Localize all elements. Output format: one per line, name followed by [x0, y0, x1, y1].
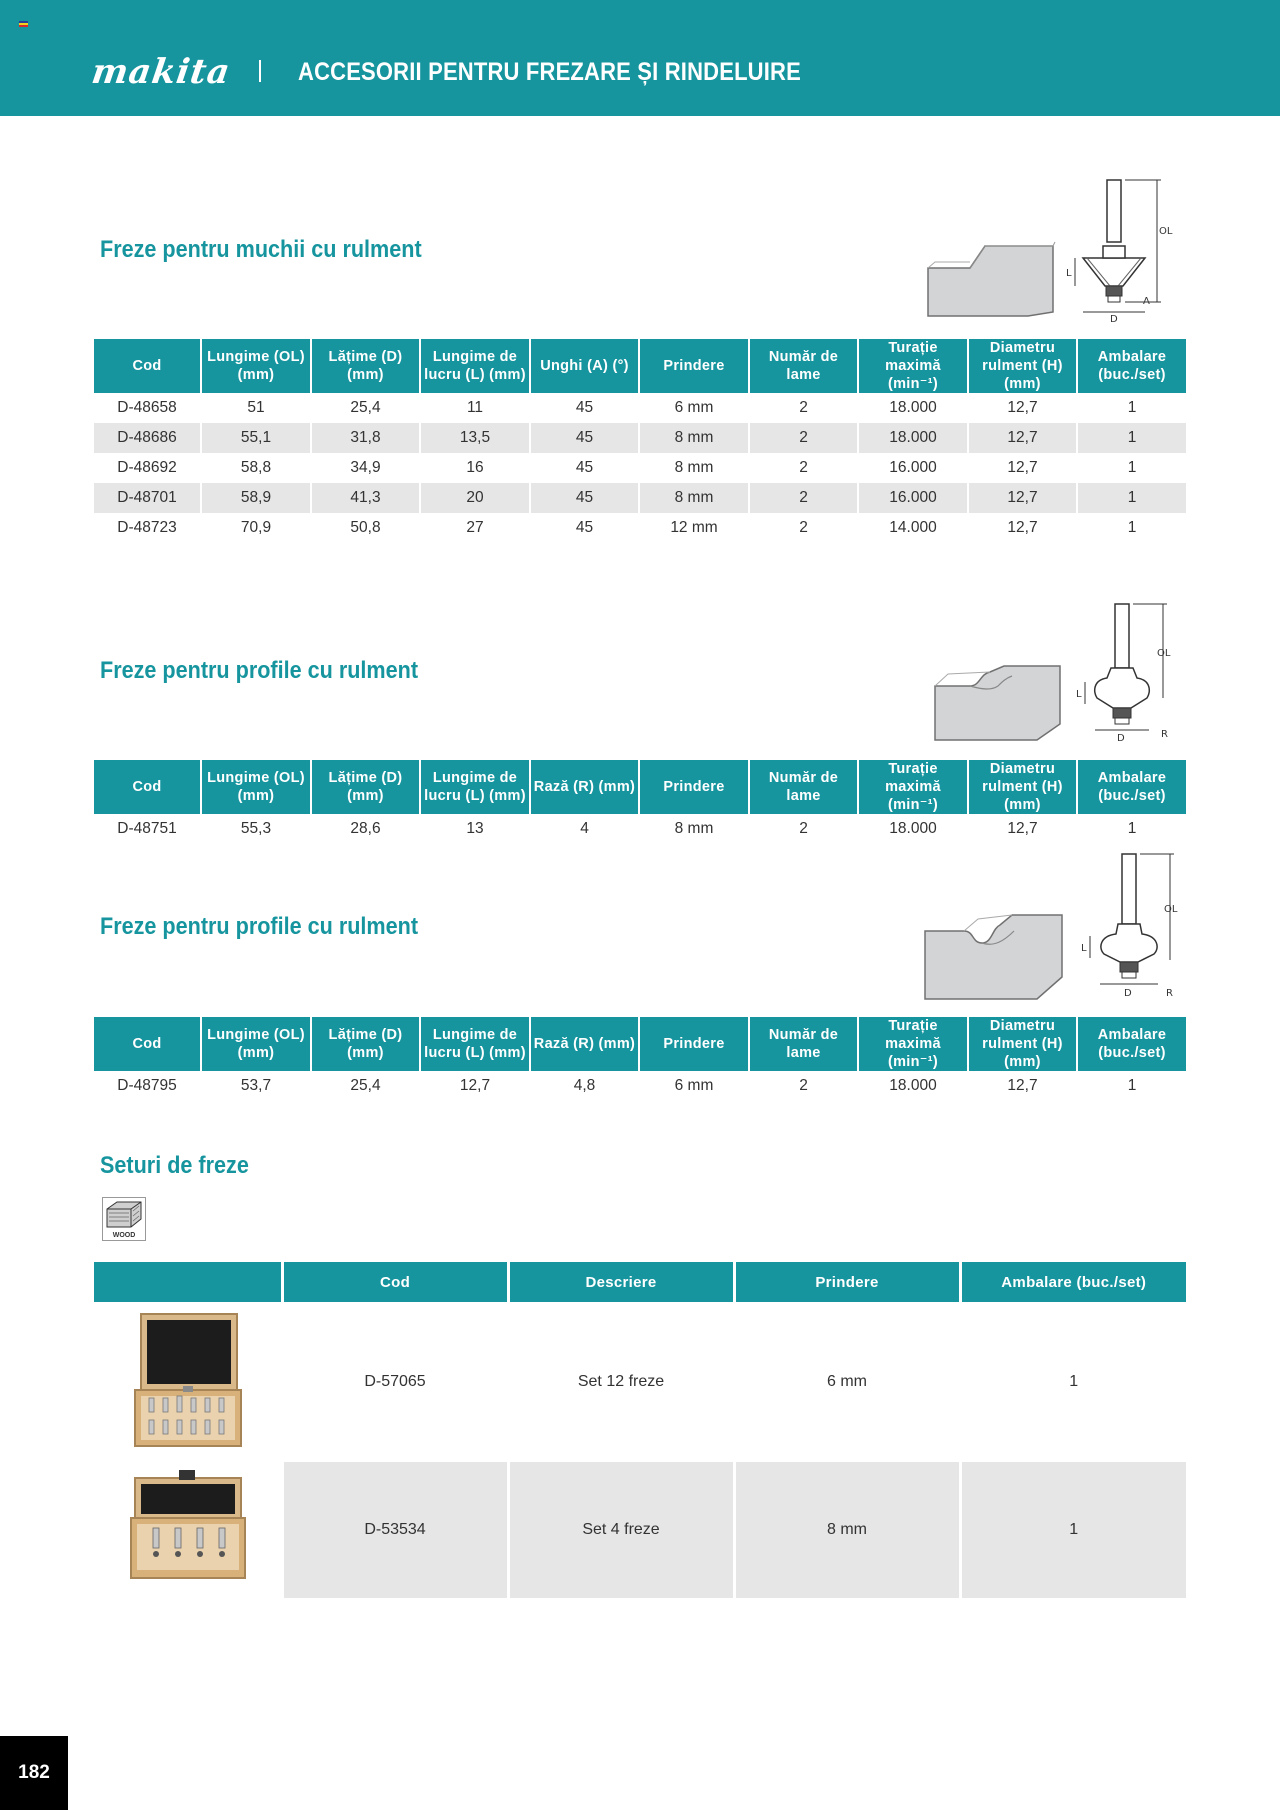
- section-title-edge-bits: Freze pentru muchii cu rulment: [100, 236, 422, 263]
- header-ambalare: Ambalare (buc./set): [1077, 339, 1186, 393]
- cell-prindere: 6 mm: [639, 1071, 749, 1101]
- diagram-label-d: D: [1110, 314, 1118, 323]
- cell-ambalare: 1: [1127, 399, 1137, 416]
- cell-lungime: 58,8: [201, 453, 311, 483]
- edge-bit-diagram: [1065, 178, 1175, 323]
- header-diametru: Diametru rulment (H) (mm): [968, 1017, 1077, 1071]
- header-descriere: Descriere: [508, 1262, 734, 1302]
- diagram-label-l: L: [1081, 943, 1087, 954]
- cell-ambalare: 1: [1127, 459, 1137, 476]
- cell-prindere: 6 mm: [639, 393, 749, 423]
- diagram-label-l: L: [1066, 268, 1072, 279]
- cell-cod: D-48795: [94, 1071, 201, 1101]
- profile-bits-table-1: [94, 760, 1186, 844]
- set-ambalare: 1: [960, 1462, 1186, 1598]
- cell-lungime-lucru: 13,5: [420, 423, 530, 453]
- set-4-image-cell: [94, 1462, 282, 1598]
- cell-diametru: 12,7: [968, 1071, 1077, 1101]
- diagram-label-a: A: [1143, 296, 1150, 307]
- cell-diametru: 12,7: [968, 513, 1077, 543]
- edge-profile-workpiece-icon: [925, 240, 1060, 325]
- profile-bit-diagram-2: [1080, 850, 1185, 1000]
- set-12-case-image: [127, 1310, 247, 1450]
- cell-lungime: 53,7: [201, 1071, 311, 1101]
- wood-label: WOOD: [112, 1232, 136, 1239]
- cell-lungime-lucru: 13: [420, 814, 530, 844]
- cell-ambalare: 1: [1127, 519, 1137, 536]
- section-title-profile-bits-2: Freze pentru profile cu rulment: [100, 913, 419, 940]
- page-header: [0, 0, 1280, 116]
- cell-numar-lame: 2: [749, 393, 858, 423]
- profile-workpiece-icon-2: [922, 907, 1067, 1002]
- set-4-case-image: [125, 1468, 249, 1588]
- cell-lungime: 58,9: [201, 483, 311, 513]
- cell-turatie: 16.000: [858, 483, 968, 513]
- cell-diametru: 12,7: [968, 423, 1077, 453]
- diagram-label-ol: OL: [1164, 904, 1178, 915]
- table-header-row: [94, 1017, 1186, 1071]
- cell-prindere: 8 mm: [639, 423, 749, 453]
- cell-latime: 34,9: [311, 453, 420, 483]
- header-prindere: Prindere: [639, 760, 749, 814]
- header-latime: Lățime (D) (mm): [311, 1017, 420, 1071]
- header-prindere: Prindere: [734, 1262, 960, 1302]
- table-body: [94, 1071, 1186, 1101]
- header-numar-lame: Număr de lame: [749, 1017, 858, 1071]
- set-ambalare: 1: [1069, 1373, 1079, 1390]
- brand-logo: makita: [89, 52, 234, 92]
- header-unghi: Unghi (A) (°): [530, 339, 639, 393]
- header-cod: Cod: [94, 1017, 201, 1071]
- profile-bit-diagram-1: [1075, 600, 1180, 745]
- cell-lungime-lucru: 11: [420, 393, 530, 423]
- cell-lungime-lucru: 20: [420, 483, 530, 513]
- section-title-sets: Seturi de freze: [100, 1152, 249, 1179]
- cell-cod: D-48723: [94, 513, 201, 543]
- header-cod: Cod: [282, 1262, 508, 1302]
- header-raza: Rază (R) (mm): [530, 1017, 639, 1071]
- header-diametru: Diametru rulment (H) (mm): [968, 760, 1077, 814]
- header-lungime-lucru: Lungime de lucru (L) (mm): [420, 760, 530, 814]
- cell-ambalare: 1: [1127, 1077, 1137, 1094]
- table-row: [94, 1071, 1186, 1101]
- diagram-label-r: R: [1161, 729, 1168, 740]
- table-header-row: [94, 1262, 1186, 1302]
- cell-ambalare: 1: [1127, 820, 1137, 837]
- set-cod: D-53534: [282, 1462, 508, 1598]
- cell-lungime-lucru: 27: [420, 513, 530, 543]
- header-turatie: Turație maximă (min⁻¹): [858, 1017, 968, 1071]
- table-row: [94, 1462, 1186, 1598]
- header-raza: Rază (R) (mm): [530, 760, 639, 814]
- table-row: [94, 513, 1186, 543]
- header-lungime-lucru: Lungime de lucru (L) (mm): [420, 1017, 530, 1071]
- cell-unghi-raza: 4: [530, 814, 639, 844]
- cell-numar-lame: 2: [749, 513, 858, 543]
- set-prindere: 6 mm: [734, 1302, 960, 1462]
- cell-turatie: 18.000: [858, 814, 968, 844]
- cell-numar-lame: 2: [749, 453, 858, 483]
- cell-ambalare: 1: [1077, 423, 1186, 453]
- cell-ambalare: 1: [1077, 483, 1186, 513]
- set-descriere: Set 4 freze: [508, 1462, 734, 1598]
- cell-numar-lame: 2: [749, 1071, 858, 1101]
- cell-lungime: 55,3: [201, 814, 311, 844]
- diagram-label-d: D: [1124, 988, 1132, 999]
- cell-numar-lame: 2: [749, 814, 858, 844]
- header-lungime: Lungime (OL) (mm): [201, 1017, 311, 1071]
- cell-diametru: 12,7: [968, 393, 1077, 423]
- edge-bits-table: [94, 339, 1186, 543]
- set-cod: D-57065: [282, 1302, 508, 1462]
- cell-turatie: 18.000: [858, 1071, 968, 1101]
- diagram-label-ol: OL: [1159, 226, 1173, 237]
- diagram-label-ol: OL: [1157, 648, 1171, 659]
- table-row: [94, 1302, 1186, 1462]
- cell-cod: D-48658: [94, 393, 201, 423]
- cell-turatie: 14.000: [858, 513, 968, 543]
- table-body: [94, 814, 1186, 844]
- cell-prindere: 12 mm: [639, 513, 749, 543]
- header-image: [94, 1262, 282, 1302]
- cell-cod: D-48751: [94, 814, 201, 844]
- cell-diametru: 12,7: [968, 453, 1077, 483]
- table-row: [94, 453, 1186, 483]
- diagram-label-d: D: [1117, 733, 1125, 744]
- page-number: 182: [0, 1736, 68, 1810]
- sets-table: [94, 1262, 1186, 1598]
- cell-numar-lame: 2: [749, 483, 858, 513]
- cell-unghi-raza: 45: [530, 423, 639, 453]
- page-title: ACCESORII PENTRU FREZARE ȘI RINDELUIRE: [298, 58, 801, 86]
- header-ambalare: Ambalare (buc./set): [1077, 760, 1186, 814]
- cell-prindere: 8 mm: [639, 483, 749, 513]
- header-latime: Lățime (D) (mm): [311, 339, 420, 393]
- table-header-row: [94, 760, 1186, 814]
- set-12-image-cell: [94, 1302, 282, 1462]
- cell-cod: D-48692: [94, 453, 201, 483]
- header-turatie: Turație maximă (min⁻¹): [858, 760, 968, 814]
- diagram-label-r: R: [1166, 988, 1173, 999]
- cell-lungime-lucru: 12,7: [420, 1071, 530, 1101]
- cell-unghi-raza: 45: [530, 513, 639, 543]
- set-descriere: Set 12 freze: [508, 1302, 734, 1462]
- header-turatie: Turație maximă (min⁻¹): [858, 339, 968, 393]
- profile-workpiece-icon-1: [932, 660, 1067, 745]
- cell-latime: 31,8: [311, 423, 420, 453]
- cell-turatie: 18.000: [858, 393, 968, 423]
- header-diametru: Diametru rulment (H) (mm): [968, 339, 1077, 393]
- section-title-profile-bits-1: Freze pentru profile cu rulment: [100, 657, 419, 684]
- table-row: [94, 393, 1186, 423]
- header-latime: Lățime (D) (mm): [311, 760, 420, 814]
- cell-lungime: 70,9: [201, 513, 311, 543]
- header-prindere: Prindere: [639, 339, 749, 393]
- header-ambalare: Ambalare (buc./set): [960, 1262, 1186, 1302]
- table-row: [94, 483, 1186, 513]
- cell-diametru: 12,7: [968, 814, 1077, 844]
- header-numar-lame: Număr de lame: [749, 339, 858, 393]
- cell-diametru: 12,7: [968, 483, 1077, 513]
- header-lungime: Lungime (OL) (mm): [201, 339, 311, 393]
- header-cod: Cod: [94, 760, 201, 814]
- cell-cod: D-48686: [94, 423, 201, 453]
- cell-turatie: 18.000: [858, 423, 968, 453]
- table-row: [94, 423, 1186, 453]
- header-cod: Cod: [94, 339, 201, 393]
- cell-turatie: 16.000: [858, 453, 968, 483]
- diagram-label-l: L: [1076, 689, 1082, 700]
- header-prindere: Prindere: [639, 1017, 749, 1071]
- header-numar-lame: Număr de lame: [749, 760, 858, 814]
- cell-numar-lame: 2: [749, 423, 858, 453]
- header-ambalare: Ambalare (buc./set): [1077, 1017, 1186, 1071]
- cell-latime: 25,4: [311, 1071, 420, 1101]
- cell-latime: 25,4: [311, 393, 420, 423]
- table-header-row: [94, 339, 1186, 393]
- cell-cod: D-48701: [94, 483, 201, 513]
- header-separator: [259, 60, 261, 82]
- flag-icon: [19, 21, 28, 28]
- cell-unghi-raza: 4,8: [530, 1071, 639, 1101]
- header-lungime-lucru: Lungime de lucru (L) (mm): [420, 339, 530, 393]
- set-prindere: 8 mm: [734, 1462, 960, 1598]
- cell-lungime-lucru: 16: [420, 453, 530, 483]
- wood-material-icon: [102, 1197, 146, 1241]
- cell-unghi-raza: 45: [530, 393, 639, 423]
- cell-latime: 50,8: [311, 513, 420, 543]
- cell-lungime: 51: [201, 393, 311, 423]
- cell-unghi-raza: 45: [530, 453, 639, 483]
- cell-prindere: 8 mm: [639, 453, 749, 483]
- cell-latime: 41,3: [311, 483, 420, 513]
- table-body: [94, 393, 1186, 543]
- cell-unghi-raza: 45: [530, 483, 639, 513]
- table-row: [94, 814, 1186, 844]
- header-lungime: Lungime (OL) (mm): [201, 760, 311, 814]
- profile-bits-table-2: [94, 1017, 1186, 1101]
- cell-latime: 28,6: [311, 814, 420, 844]
- cell-prindere: 8 mm: [639, 814, 749, 844]
- cell-lungime: 55,1: [201, 423, 311, 453]
